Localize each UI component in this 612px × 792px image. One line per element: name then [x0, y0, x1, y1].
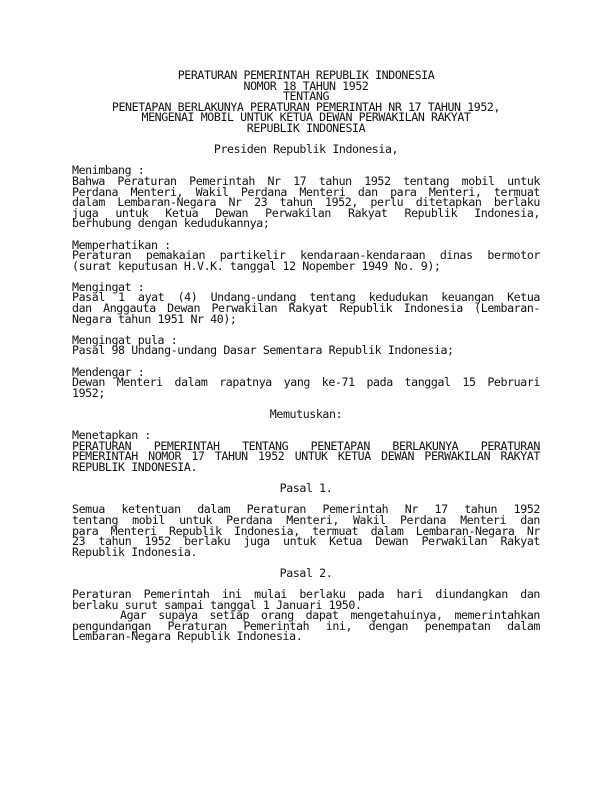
text-line: Bahwa Peraturan Pemerintah Nr 17 tahun 1952 tentang mobil untuk	[72, 173, 540, 188]
text-line: Lembaran-Negara Republik Indonesia.	[72, 629, 303, 644]
text-line: Pasal 1 ayat (4) Undang-undang tentang kedudukan keuangan Ketua	[72, 290, 540, 305]
text-line: Peraturan Pemerintah ini mulai berlaku pada hari diundangkan dan	[72, 587, 540, 602]
text-line: PEMERINTAH NOMOR 17 TAHUN 1952 UNTUK KETUA DEWAN PERWAKILAN RAKYAT	[72, 449, 540, 464]
text-line: Pasal 98 Undang-undang Dasar Sementara Republik Indonesia;	[72, 343, 454, 358]
section-label: Memperhatikan :	[72, 237, 171, 252]
text-line: Perdana Menteri, Wakil Perdana Menteri dan para Menteri, termuat	[72, 184, 540, 199]
section-label: Mengingat pula :	[72, 332, 178, 347]
section-mendengar	[72, 364, 540, 400]
text-line: dan Anggauta Dewan Perwakilan Rakyat Republik Indonesia (Lembaran-	[72, 301, 540, 316]
section-mengingat	[72, 279, 540, 326]
pasal-2-heading: Pasal 2.	[279, 565, 333, 580]
title-line: PENETAPAN BERLAKUNYA PERATURAN PEMERINTAH NR 17 TAHUN 1952,	[111, 99, 501, 114]
pasal-1-heading: Pasal 1.	[279, 481, 333, 496]
section-menetapkan	[72, 430, 540, 472]
section-memperhatikan	[72, 237, 540, 273]
text-line: PERATURAN PEMERINTAH TENTANG PENETAPAN BERLAKUNYA PERATURAN	[72, 438, 540, 453]
text-line: Agar supaya setiap orang dapat mengetahuinya, memerintahkan	[120, 608, 540, 623]
text-line: tentang mobil untuk Perdana Menteri, Wakil Perdana Menteri dan	[72, 512, 540, 527]
text-line: Peraturan pemakaian partikelir kendaraan-kendaraan dinas bermotor	[72, 248, 540, 263]
text-line: Dewan Menteri dalam rapatnya yang ke-71 pada tanggal 15 Pebruari	[72, 375, 540, 390]
section-menimbang	[72, 165, 540, 229]
title-line: TENTANG	[282, 89, 330, 104]
section-label: Mendengar :	[72, 364, 145, 379]
text-line: Negara tahun 1951 Nr 40);	[72, 311, 237, 326]
text-line: juga untuk Ketua Dewan Perwakilan Rakyat Republik Indonesia,	[72, 205, 540, 220]
memutuskan-heading: Memutuskan:	[269, 407, 343, 421]
text-line: berlaku surut sampai tanggal 1 Januari 1950.	[72, 597, 362, 612]
text-line: Republik Indonesia.	[72, 544, 198, 559]
text-line: pengundangan Peraturan Pemerintah ini, dengan penempatan dalam	[72, 618, 540, 633]
text-line: berhubung dengan kedudukannya;	[72, 216, 270, 231]
document-page	[72, 70, 540, 642]
text-line: dalam Lembaran-Negara Nr 23 tahun 1952, perlu ditetapkan berlaku	[72, 195, 540, 210]
section-mengingat-pula	[72, 332, 540, 358]
text-line: (surat keputusan H.V.K. tanggal 12 Nopember 1949 No. 9);	[72, 258, 441, 273]
title-line: REPUBLIK INDONESIA	[246, 120, 366, 135]
document-title	[72, 70, 540, 134]
pasal-2-body	[72, 589, 540, 642]
text-line: 23 tahun 1952 berlaku juga untuk Ketua Dewan Perwakilan Rakyat	[72, 534, 540, 549]
text-line: Semua ketentuan dalam Peraturan Pemerintah Nr 17 tahun 1952	[72, 502, 540, 517]
issuer: Presiden Republik Indonesia,	[213, 142, 399, 157]
title-line: PERATURAN PEMERINTAH REPUBLIK INDONESIA	[177, 68, 435, 82]
text-line: REPUBLIK INDONESIA.	[72, 459, 198, 474]
section-label: Menetapkan :	[72, 428, 151, 443]
text-line: 1952;	[72, 385, 105, 400]
title-line: MENGENAI MOBIL UNTUK KETUA DEWAN PERWAKILAN RAKYAT	[141, 110, 471, 125]
section-label: Menimbang :	[72, 163, 145, 178]
section-label: Mengingat :	[72, 279, 145, 294]
pasal-1-body	[72, 504, 540, 557]
text-line: para Menteri Republik Indonesia, termuat dalam Lembaran-Negara Nr	[72, 523, 540, 538]
title-line: NOMOR 18 TAHUN 1952	[243, 78, 369, 93]
